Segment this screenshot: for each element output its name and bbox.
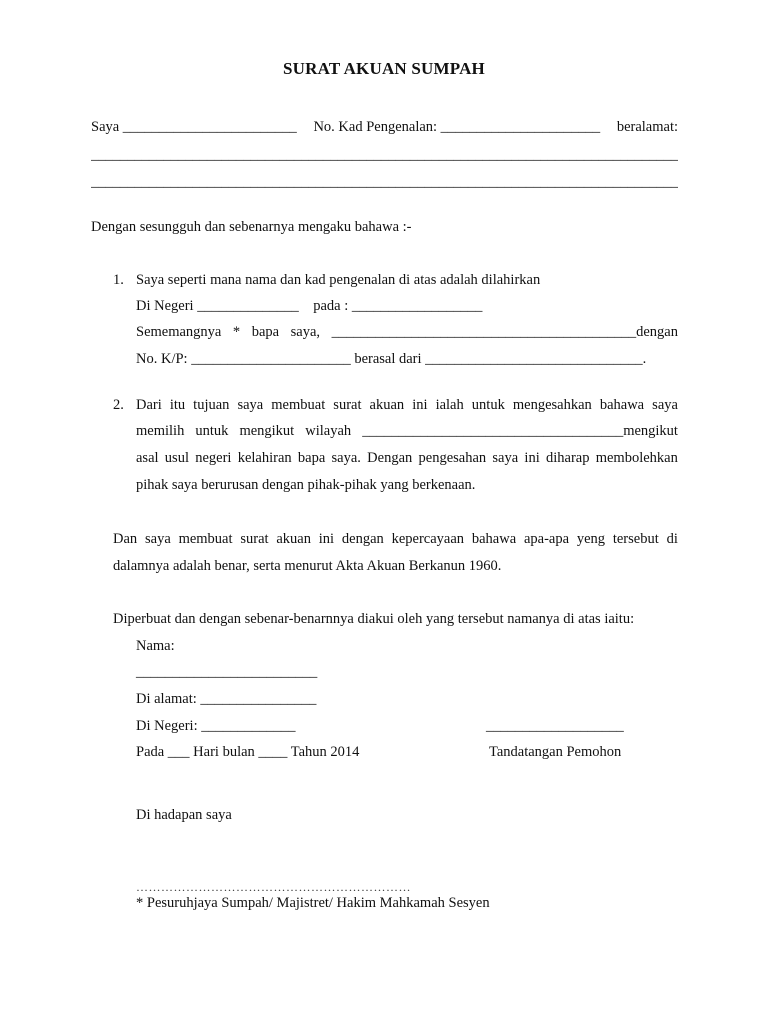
word: __________________________________________dengan bbox=[331, 324, 678, 340]
signature-line: ___________________ bbox=[486, 718, 624, 734]
word: ini bbox=[412, 397, 428, 413]
word: bapa bbox=[251, 324, 280, 340]
word: bahawa bbox=[599, 397, 645, 413]
word: surat bbox=[240, 531, 269, 547]
word: membolehkan bbox=[595, 450, 678, 466]
word: pengesahan bbox=[418, 450, 487, 466]
word: akuan bbox=[369, 397, 405, 413]
word: membuat bbox=[271, 397, 326, 413]
word: untuk bbox=[195, 423, 229, 439]
item-2-line-2 bbox=[136, 422, 678, 440]
word: ini bbox=[318, 531, 335, 547]
word: yeng bbox=[576, 531, 606, 547]
witness-label: Di hadapan saya bbox=[136, 807, 232, 823]
item-1-line-3 bbox=[136, 323, 678, 341]
alamat-field: Di alamat: ________________ bbox=[136, 691, 317, 707]
word: ialah bbox=[435, 397, 464, 413]
signature-label: Tandatangan Pemohon bbox=[489, 744, 622, 760]
witness-footnote: * Pesuruhjaya Sumpah/ Majistret/ Hakim Mahkamah Sesyen bbox=[136, 895, 490, 911]
address-line-1: _________________________________________________________________________________ bbox=[91, 147, 678, 163]
word: apa-apa bbox=[523, 531, 570, 547]
word: tersebut bbox=[612, 531, 659, 547]
alamat-label: beralamat: bbox=[616, 119, 678, 135]
item-1-line-1: Saya seperti mana nama dan kad pengenalan di atas adalah dilahirkan bbox=[136, 272, 541, 288]
word: surat bbox=[333, 397, 362, 413]
saya-field: Saya ________________________ bbox=[91, 119, 297, 135]
date-field: Pada ___ Hari bulan ____ Tahun 2014 bbox=[136, 744, 360, 760]
header-row-1 bbox=[91, 118, 678, 136]
item-2-line-1 bbox=[136, 396, 678, 414]
address-line-2: _________________________________________________________________________________ bbox=[91, 174, 678, 190]
word: membuat bbox=[178, 531, 233, 547]
word: kelahiran bbox=[237, 450, 292, 466]
word: mengesahkan bbox=[512, 397, 592, 413]
word: saya bbox=[237, 397, 264, 413]
item-2-line-4: pihak saya berurusan dengan pihak-pihak yang berkenaan. bbox=[136, 477, 476, 493]
word: Sememangnya bbox=[136, 324, 222, 340]
word: tujuan bbox=[193, 397, 230, 413]
word: Dan bbox=[113, 531, 138, 547]
word: bapa bbox=[297, 450, 326, 466]
word: akuan bbox=[276, 531, 311, 547]
word: ini bbox=[524, 450, 540, 466]
word: saya bbox=[652, 397, 678, 413]
word: Dengan bbox=[367, 450, 413, 466]
word: mengikut bbox=[239, 423, 295, 439]
word: asal bbox=[136, 450, 159, 466]
page-title: SURAT AKUAN SUMPAH bbox=[283, 59, 485, 78]
word: untuk bbox=[471, 397, 505, 413]
word: bahawa bbox=[471, 531, 517, 547]
word: saya. bbox=[331, 450, 361, 466]
nama-line: _________________________ bbox=[136, 664, 318, 680]
word: memilih bbox=[136, 423, 185, 439]
word: ____________________________________mengikut bbox=[362, 423, 678, 439]
ic-field: No. Kad Pengenalan: ______________________ bbox=[313, 119, 601, 135]
item-2-number: 2. bbox=[113, 397, 124, 413]
word: kepercayaan bbox=[391, 531, 465, 547]
para-3-line-2: dalamnya adalah benar, serta menurut Akta Akuan Berkanun 1960. bbox=[113, 558, 502, 574]
declared-text: Diperbuat dan dengan sebenar-benarnnya diakui oleh yang tersebut namanya di atas iaitu: bbox=[113, 611, 635, 627]
word: diharap bbox=[545, 450, 590, 466]
word: itu bbox=[169, 397, 186, 413]
intro-text: Dengan sesungguh dan sebenarnya mengaku bahawa :- bbox=[91, 219, 412, 235]
item-2-line-3 bbox=[136, 449, 678, 467]
item-1-line-2: Di Negeri ______________ pada : __________________ bbox=[136, 298, 483, 314]
word: * bbox=[232, 324, 241, 340]
word: saya bbox=[144, 531, 171, 547]
word: di bbox=[666, 531, 678, 547]
nama-label: Nama: bbox=[136, 638, 175, 654]
item-1-number: 1. bbox=[113, 272, 124, 288]
para-3-line-1 bbox=[113, 530, 678, 548]
word: usul bbox=[164, 450, 189, 466]
item-1-line-4: No. K/P: ______________________ berasal dari ______________________________. bbox=[136, 351, 647, 367]
negeri-field: Di Negeri: _____________ bbox=[136, 718, 296, 734]
word: Dari bbox=[136, 397, 162, 413]
word: saya bbox=[492, 450, 519, 466]
word: wilayah bbox=[305, 423, 352, 439]
word: negeri bbox=[195, 450, 232, 466]
witness-dotted-line: ………………………………………………………… bbox=[136, 880, 411, 894]
word: dengan bbox=[341, 531, 384, 547]
word: saya, bbox=[290, 324, 321, 340]
